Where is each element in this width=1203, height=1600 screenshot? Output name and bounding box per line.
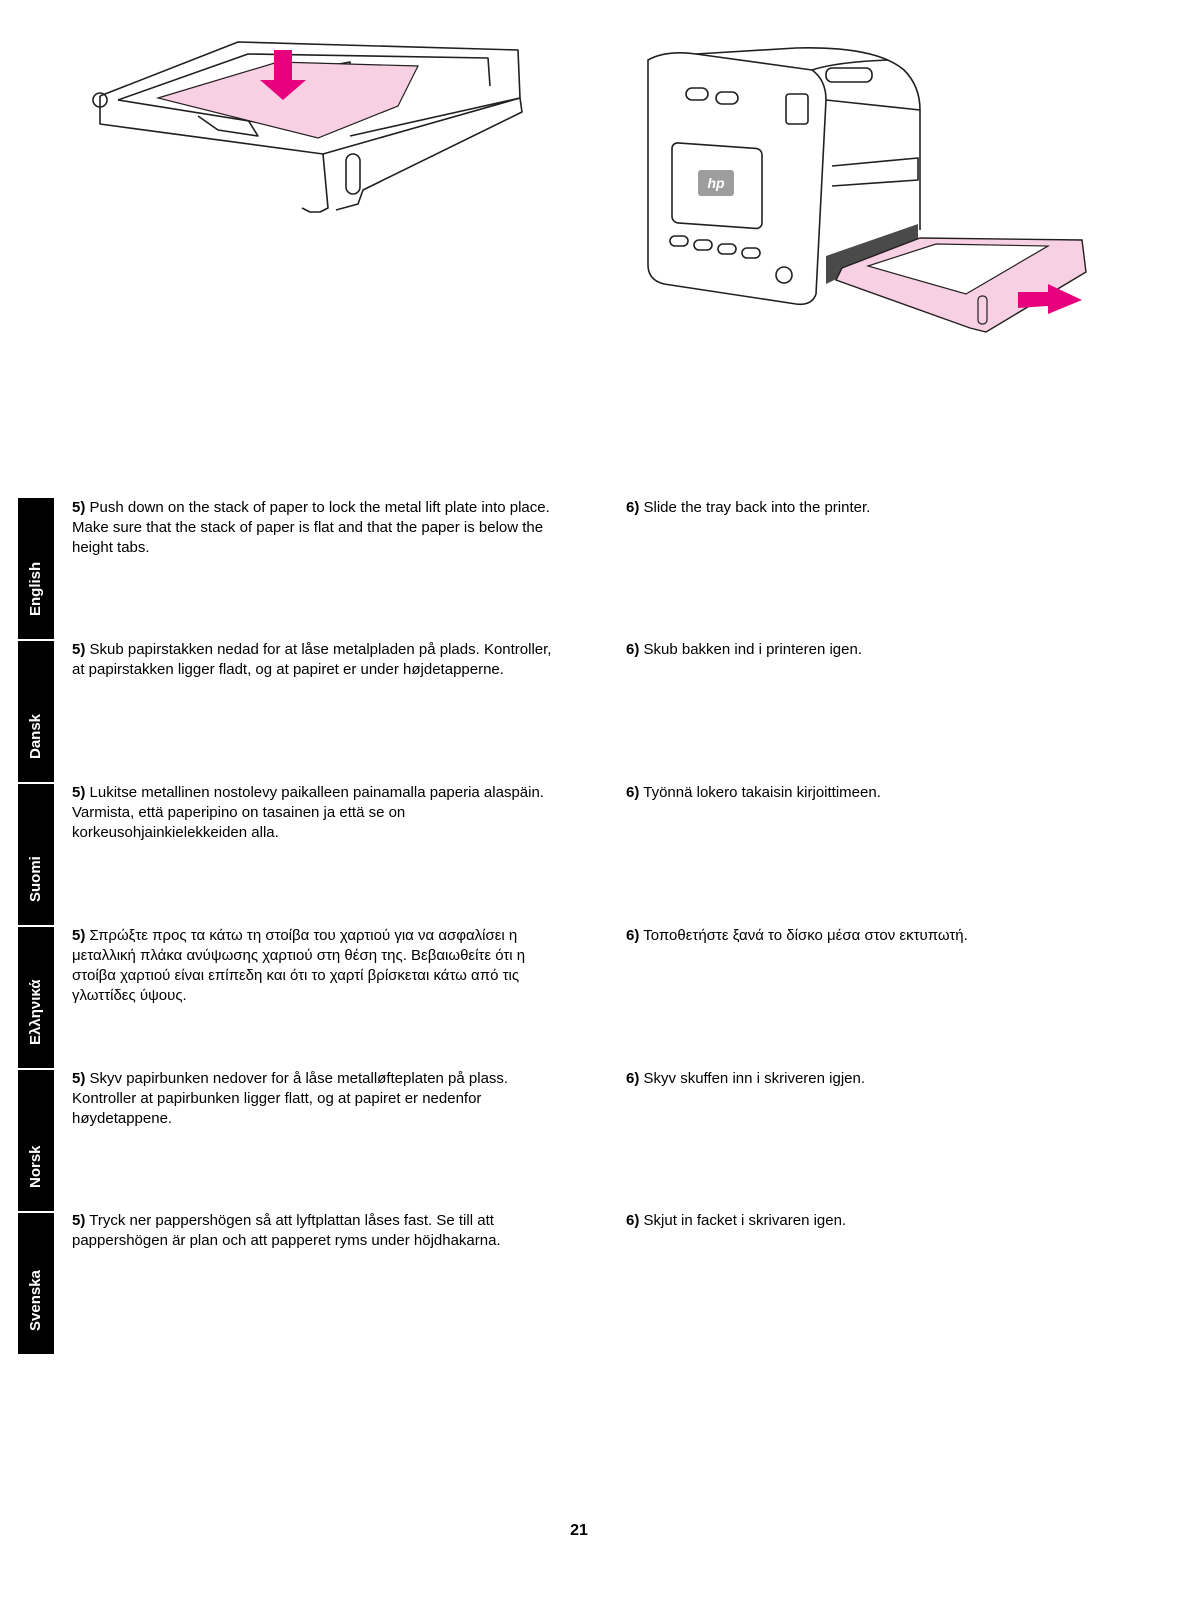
step-text: Skub bakken ind i printeren igen.: [643, 641, 862, 658]
step-text: Push down on the stack of paper to lock the metal lift plate into place. Make sure that the stack of paper is flat and that the paper is below the height tabs.: [72, 499, 550, 556]
step-number: 6): [626, 1212, 640, 1229]
language-tab-norsk: [18, 1070, 54, 1211]
step-number: 5): [72, 1070, 86, 1087]
step-number: 5): [72, 641, 86, 658]
step-text: Skjut in facket i skrivaren igen.: [643, 1212, 847, 1229]
page-number: 21: [570, 1522, 588, 1539]
step-text: Työnnä lokero takaisin kirjoittimeen.: [643, 784, 881, 801]
step-number: 5): [72, 499, 86, 516]
step-number: 6): [626, 499, 640, 516]
step-6-norsk: [626, 1069, 1166, 1089]
step-5-svenska: [72, 1211, 562, 1251]
step-number: 6): [626, 927, 640, 944]
step-5-greek: [72, 926, 562, 1006]
printer-tray-insert-illustration: [636, 40, 1096, 345]
step-number: 5): [72, 1212, 86, 1229]
step-6-greek: [626, 926, 1166, 946]
step-5-suomi: [72, 783, 562, 843]
language-tab-dansk: [18, 641, 54, 782]
language-tab-suomi: [18, 784, 54, 925]
language-tab-english: [18, 498, 54, 639]
step-text: Skyv papirbunken nedover for å låse metalløfteplaten på plass. Kontroller at papirbunken ligger flatt, og at papiret er nedenfor høydetappene.: [72, 1070, 509, 1127]
step-text: Slide the tray back into the printer.: [643, 499, 871, 516]
step-text: Skyv skuffen inn i skriveren igjen.: [643, 1070, 866, 1087]
hp-logo: [698, 170, 734, 196]
language-label: Dansk: [27, 713, 44, 759]
step-text: Tryck ner pappershögen så att lyftplattan låses fast. Se till att pappershögen är plan och att papperet ryms under höjdhakarna.: [72, 1212, 501, 1249]
language-label: Svenska: [27, 1270, 44, 1331]
language-label: Norsk: [27, 1145, 44, 1188]
language-label: Ελληνικά: [27, 979, 44, 1045]
step-6-suomi: [626, 783, 1166, 803]
step-5-english: [72, 498, 562, 558]
step-number: 6): [626, 641, 640, 658]
step-6-svenska: [626, 1211, 1166, 1231]
step-number: 5): [72, 784, 86, 801]
step-number: 5): [72, 927, 86, 944]
language-label: Suomi: [27, 856, 44, 902]
language-tab-greek: [18, 927, 54, 1068]
step-5-norsk: [72, 1069, 562, 1129]
paper-tray-push-down-illustration: [88, 36, 538, 226]
step-text: Skub papirstakken nedad for at låse metalpladen på plads. Kontroller, at papirstakken ligger fladt, og at papiret er under højdetapperne.: [72, 641, 552, 678]
step-text: Τοποθετήστε ξανά το δίσκο μέσα στον εκτυπωτή.: [643, 927, 968, 944]
svg-text:hp: hp: [707, 175, 725, 191]
step-5-dansk: [72, 640, 562, 680]
language-label: English: [27, 561, 44, 616]
step-number: 6): [626, 1070, 640, 1087]
step-6-dansk: [626, 640, 1166, 660]
step-6-english: [626, 498, 1166, 518]
language-tab-svenska: [18, 1213, 54, 1354]
step-text: Lukitse metallinen nostolevy paikalleen painamalla paperia alaspäin. Varmista, että paperipino on tasainen ja että se on korkeusohjainkielekkeiden alla.: [72, 784, 544, 841]
step-text: Σπρώξτε προς τα κάτω τη στοίβα του χαρτιού για να ασφαλίσει η μεταλλική πλάκα ανύψωσης χαρτιού στη θέση της. Βεβαιωθείτε ότι η στοίβα χαρτιού είναι επίπεδη και ότι το χαρτί βρίσκεται κάτω από τις γλωττίδες ύψους.: [72, 927, 526, 1004]
step-number: 6): [626, 784, 640, 801]
